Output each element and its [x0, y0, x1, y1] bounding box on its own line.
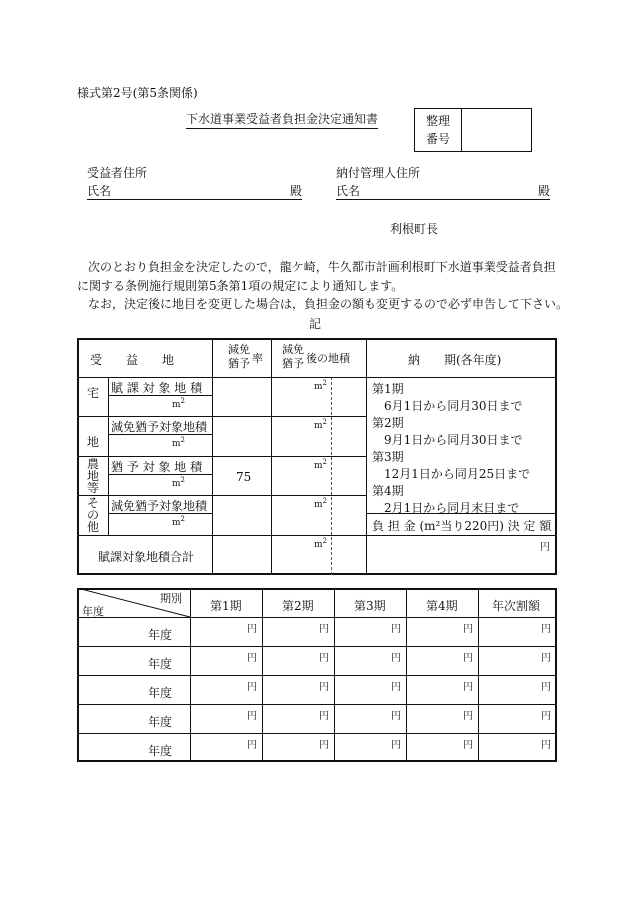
period-1-range: 6月1日から同月30日まで — [384, 399, 523, 413]
payment-periods — [372, 381, 530, 517]
yen-unit: 円 — [391, 624, 401, 635]
other-exempt-label: 減免猶予対象地積 — [111, 499, 208, 513]
row-year-label: 年度 — [148, 686, 173, 700]
payer-address-label: 納付管理人住所 — [336, 166, 421, 180]
yen-unit: 円 — [541, 740, 551, 751]
reference-number-box — [414, 108, 532, 152]
yen-unit: 円 — [319, 624, 329, 635]
yen-unit: 円 — [463, 624, 473, 635]
yen-unit: 円 — [247, 653, 257, 664]
period-4-range: 2月1日から同月末日まで — [384, 501, 520, 515]
period-2-range: 9月1日から同月30日まで — [384, 433, 523, 447]
period-1-name: 第1期 — [372, 382, 404, 396]
cat-farm: 農 地 等 — [87, 457, 100, 495]
amount-label: 負 担 金 (m²当り220円) 決 定 額 — [372, 519, 552, 533]
land-header: 受 益 地 — [90, 353, 175, 367]
yen-unit: 円 — [247, 740, 257, 751]
yen-unit: 円 — [391, 653, 401, 664]
yen-unit: 円 — [319, 682, 329, 693]
res-exempt-label: 減免猶予対象地積 — [111, 420, 208, 434]
body-line-1: 次のとおり負担金を決定したので，龍ケ崎，牛久都市計画利根町下水道事業受益者負担 — [88, 260, 556, 274]
col-period-3: 第3期 — [354, 599, 386, 613]
issuer: 利根町長 — [390, 222, 439, 236]
ref-label-2: 番号 — [425, 132, 450, 146]
yen-unit: 円 — [391, 740, 401, 751]
unit-m2: $m^2$ — [314, 497, 328, 510]
yen-unit: 円 — [319, 740, 329, 751]
period-3-name: 第3期 — [372, 450, 404, 464]
yen-unit: 円 — [541, 711, 551, 722]
unit-m2: $m^2$ — [172, 515, 186, 528]
unit-m2: $m^2$ — [172, 397, 186, 410]
farm-deferral-label: 猶 予 対 象 地 積 — [111, 460, 203, 474]
exempt-rate-header: 減免 猶予 — [228, 343, 250, 370]
payer-name-label: 氏名 — [336, 184, 361, 198]
recipient-honorific: 殿 — [289, 184, 302, 198]
recipient-name-label: 氏名 — [87, 184, 112, 198]
res-taxable-label: 賦 課 対 象 地 積 — [111, 381, 203, 395]
col-annual: 年次割額 — [492, 599, 541, 613]
period-2-name: 第2期 — [372, 416, 404, 430]
unit-m2: $m^2$ — [172, 436, 186, 449]
unit-m2: $m^2$ — [314, 379, 328, 392]
ref-number-value[interactable] — [462, 109, 532, 152]
col-period-2: 第2期 — [282, 599, 314, 613]
yen-unit: 円 — [319, 653, 329, 664]
unit-m2: $m^2$ — [172, 476, 186, 489]
row-year-label: 年度 — [148, 744, 173, 758]
recipient-address-label: 受益者住所 — [87, 166, 148, 180]
row-year-label: 年度 — [148, 628, 173, 642]
form-number: 様式第2号(第5条関係) — [77, 86, 198, 100]
col-period-4: 第4期 — [426, 599, 458, 613]
col-period-1: 第1期 — [210, 599, 242, 613]
yen-unit: 円 — [391, 711, 401, 722]
unit-m2: $m^2$ — [314, 458, 328, 471]
yen-unit: 円 — [541, 624, 551, 635]
yen-unit: 円 — [247, 682, 257, 693]
yen-unit: 円 — [463, 653, 473, 664]
after-area-header: 減免 猶予 — [282, 343, 304, 370]
document-title: 下水道事業受益者負担金決定通知書 — [186, 110, 378, 129]
yen-unit: 円 — [541, 653, 551, 664]
yen-unit: 円 — [541, 682, 551, 693]
row-year-label: 年度 — [148, 715, 173, 729]
corner-bottom: 年度 — [82, 605, 104, 618]
yen-unit: 円 — [391, 682, 401, 693]
yen-unit: 円 — [319, 711, 329, 722]
body-line-2: に関する条例施行規則第5条第1項の規定により通知します。 — [77, 279, 404, 293]
amount-yen: 円 — [540, 542, 550, 553]
after-area-header-suffix: 後の地積 — [306, 352, 350, 365]
unit-m2: $m^2$ — [314, 537, 328, 550]
recipient-name-field[interactable] — [87, 182, 302, 200]
yen-unit: 円 — [247, 624, 257, 635]
cat-residential-2: 地 — [87, 435, 100, 449]
body-line-3: なお，決定後に地目を変更した場合は，負担金の額も変更するので必ず申告して下さい。 — [88, 297, 569, 311]
exempt-rate-header-suffix: 率 — [252, 352, 263, 365]
payer-honorific: 殿 — [537, 184, 550, 198]
corner-top: 期別 — [160, 592, 182, 605]
period-3-range: 12月1日から同月25日まで — [384, 467, 531, 481]
payer-name-field[interactable] — [336, 182, 550, 200]
unit-m2: $m^2$ — [314, 418, 328, 431]
cat-other: そ の 他 — [87, 496, 100, 534]
yen-unit: 円 — [247, 711, 257, 722]
farm-rate-value: 75 — [236, 470, 252, 484]
ref-label-1: 整理 — [425, 114, 450, 128]
row-year-label: 年度 — [148, 657, 173, 671]
yen-unit: 円 — [463, 682, 473, 693]
total-label: 賦課対象地積合計 — [98, 550, 195, 564]
yen-unit: 円 — [463, 711, 473, 722]
period-header: 納 期(各年度) — [408, 353, 502, 367]
cat-residential-1: 宅 — [87, 386, 100, 400]
period-4-name: 第4期 — [372, 484, 404, 498]
yen-unit: 円 — [463, 740, 473, 751]
ki-label: 記 — [309, 317, 322, 331]
